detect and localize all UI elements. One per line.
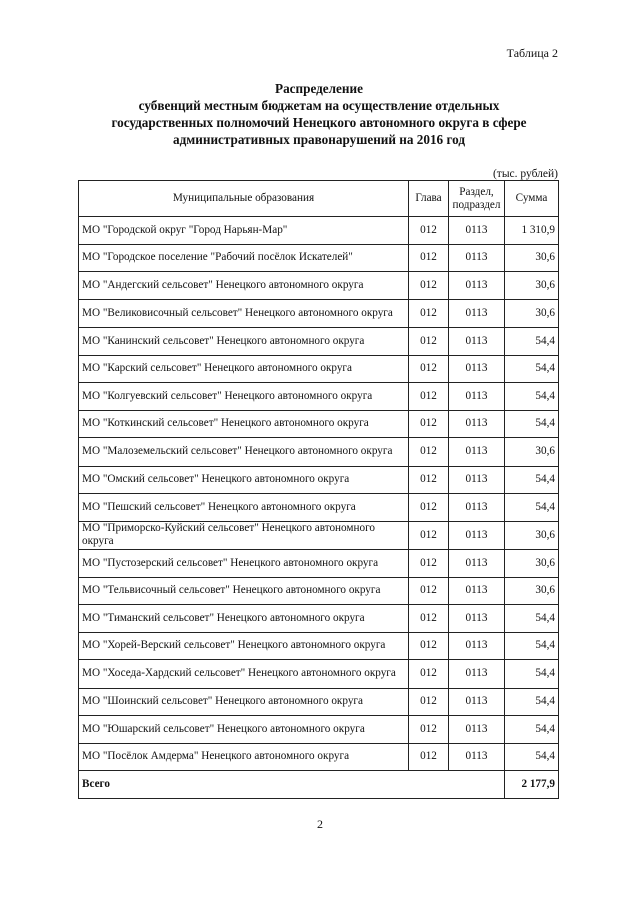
chapter-cell: 012 xyxy=(409,605,449,633)
section-cell: 0113 xyxy=(449,605,505,633)
title-line: административных правонарушений на 2016 год xyxy=(173,132,465,147)
section-cell: 0113 xyxy=(449,244,505,272)
chapter-cell: 012 xyxy=(409,438,449,467)
table-row xyxy=(79,632,559,660)
municipality-cell: МО "Коткинский сельсовет" Ненецкого автономного округа xyxy=(79,410,409,438)
section-cell: 0113 xyxy=(449,688,505,716)
section-cell: 0113 xyxy=(449,410,505,438)
municipality-cell: МО "Хорей-Верский сельсовет" Ненецкого автономного округа xyxy=(79,632,409,660)
section-cell: 0113 xyxy=(449,577,505,605)
chapter-cell: 012 xyxy=(409,383,449,411)
sum-cell: 54,4 xyxy=(505,328,559,356)
municipality-cell: МО "Приморско-Куйский сельсовет" Ненецкого автономного округа xyxy=(79,521,409,550)
table-row xyxy=(79,577,559,605)
municipality-cell: МО "Колгуевский сельсовет" Ненецкого автономного округа xyxy=(79,383,409,411)
section-cell: 0113 xyxy=(449,383,505,411)
document-title xyxy=(78,80,560,148)
header-chapter: Глава xyxy=(409,181,449,217)
sum-cell: 54,4 xyxy=(505,466,559,494)
section-cell: 0113 xyxy=(449,272,505,300)
sum-cell: 30,6 xyxy=(505,521,559,550)
section-cell: 0113 xyxy=(449,716,505,744)
chapter-cell: 012 xyxy=(409,244,449,272)
municipality-cell: МО "Юшарский сельсовет" Ненецкого автономного округа xyxy=(79,716,409,744)
sum-cell: 54,4 xyxy=(505,410,559,438)
chapter-cell: 012 xyxy=(409,272,449,300)
sum-cell: 54,4 xyxy=(505,494,559,522)
sum-cell: 54,4 xyxy=(505,716,559,744)
section-cell: 0113 xyxy=(449,521,505,550)
municipality-cell: МО "Великовисочный сельсовет" Ненецкого автономного округа xyxy=(79,299,409,328)
sum-cell: 30,6 xyxy=(505,299,559,328)
municipality-cell: МО "Тиманский сельсовет" Ненецкого автономного округа xyxy=(79,605,409,633)
table-label: Таблица 2 xyxy=(506,46,558,60)
municipality-cell: МО "Шоинский сельсовет" Ненецкого автономного округа xyxy=(79,688,409,716)
municipality-cell: МО "Тельвисочный сельсовет" Ненецкого автономного округа xyxy=(79,577,409,605)
chapter-cell: 012 xyxy=(409,550,449,578)
chapter-cell: 012 xyxy=(409,577,449,605)
chapter-cell: 012 xyxy=(409,716,449,744)
chapter-cell: 012 xyxy=(409,688,449,716)
header-section: Раздел, подраздел xyxy=(449,181,505,217)
section-cell: 0113 xyxy=(449,743,505,771)
chapter-cell: 012 xyxy=(409,660,449,689)
table-header-row xyxy=(79,181,559,217)
section-cell: 0113 xyxy=(449,217,505,245)
units-note: (тыс. рублей) xyxy=(492,168,558,180)
table-row xyxy=(79,688,559,716)
sum-cell: 54,4 xyxy=(505,660,559,689)
sum-cell: 54,4 xyxy=(505,605,559,633)
sum-cell: 30,6 xyxy=(505,550,559,578)
table-row xyxy=(79,272,559,300)
table-row xyxy=(79,521,559,550)
sum-cell: 30,6 xyxy=(505,244,559,272)
chapter-cell: 012 xyxy=(409,521,449,550)
chapter-cell: 012 xyxy=(409,328,449,356)
table-row xyxy=(79,466,559,494)
municipality-cell: МО "Пешский сельсовет" Ненецкого автономного округа xyxy=(79,494,409,522)
sum-cell: 30,6 xyxy=(505,438,559,467)
table-row xyxy=(79,716,559,744)
table-row xyxy=(79,383,559,411)
table-row xyxy=(79,328,559,356)
section-cell: 0113 xyxy=(449,355,505,383)
section-cell: 0113 xyxy=(449,494,505,522)
table-body xyxy=(79,217,559,771)
chapter-cell: 012 xyxy=(409,494,449,522)
page-number: 2 xyxy=(317,817,323,831)
section-cell: 0113 xyxy=(449,299,505,328)
distribution-table xyxy=(78,180,559,799)
sum-cell: 54,4 xyxy=(505,688,559,716)
sum-cell: 54,4 xyxy=(505,355,559,383)
total-label: Всего xyxy=(79,771,505,799)
table-row xyxy=(79,494,559,522)
chapter-cell: 012 xyxy=(409,466,449,494)
section-cell: 0113 xyxy=(449,438,505,467)
header-municipality: Муниципальные образования xyxy=(79,181,409,217)
table-row xyxy=(79,438,559,467)
chapter-cell: 012 xyxy=(409,410,449,438)
municipality-cell: МО "Малоземельский сельсовет" Ненецкого автономного округа xyxy=(79,438,409,467)
table-row xyxy=(79,299,559,328)
municipality-cell: МО "Канинский сельсовет" Ненецкого автономного округа xyxy=(79,328,409,356)
total-row xyxy=(79,771,559,799)
table-row xyxy=(79,550,559,578)
title-line: государственных полномочий Ненецкого автономного округа в сфере xyxy=(111,115,527,130)
sum-cell: 54,4 xyxy=(505,743,559,771)
header-sum: Сумма xyxy=(505,181,559,217)
sum-cell: 30,6 xyxy=(505,577,559,605)
section-cell: 0113 xyxy=(449,466,505,494)
section-cell: 0113 xyxy=(449,660,505,689)
table-row xyxy=(79,660,559,689)
chapter-cell: 012 xyxy=(409,299,449,328)
section-cell: 0113 xyxy=(449,632,505,660)
title-line: Распределение xyxy=(275,81,363,96)
municipality-cell: МО "Хоседа-Хардский сельсовет" Ненецкого автономного округа xyxy=(79,660,409,689)
chapter-cell: 012 xyxy=(409,217,449,245)
table-row xyxy=(79,410,559,438)
sum-cell: 54,4 xyxy=(505,632,559,660)
municipality-cell: МО "Посёлок Амдерма" Ненецкого автономного округа xyxy=(79,743,409,771)
chapter-cell: 012 xyxy=(409,355,449,383)
chapter-cell: 012 xyxy=(409,743,449,771)
sum-cell: 54,4 xyxy=(505,383,559,411)
sum-cell: 30,6 xyxy=(505,272,559,300)
section-cell: 0113 xyxy=(449,550,505,578)
table-row xyxy=(79,217,559,245)
municipality-cell: МО "Омский сельсовет" Ненецкого автономного округа xyxy=(79,466,409,494)
municipality-cell: МО "Пустозерский сельсовет" Ненецкого автономного округа xyxy=(79,550,409,578)
chapter-cell: 012 xyxy=(409,632,449,660)
municipality-cell: МО "Андегский сельсовет" Ненецкого автономного округа xyxy=(79,272,409,300)
table-row xyxy=(79,743,559,771)
municipality-cell: МО "Городской округ "Город Нарьян-Мар" xyxy=(79,217,409,245)
municipality-cell: МО "Карский сельсовет" Ненецкого автономного округа xyxy=(79,355,409,383)
section-cell: 0113 xyxy=(449,328,505,356)
table-row xyxy=(79,605,559,633)
table-row xyxy=(79,355,559,383)
total-sum: 2 177,9 xyxy=(505,771,559,799)
sum-cell: 1 310,9 xyxy=(505,217,559,245)
municipality-cell: МО "Городское поселение "Рабочий посёлок Искателей" xyxy=(79,244,409,272)
table-row xyxy=(79,244,559,272)
title-line: субвенций местным бюджетам на осуществление отдельных xyxy=(138,98,500,113)
